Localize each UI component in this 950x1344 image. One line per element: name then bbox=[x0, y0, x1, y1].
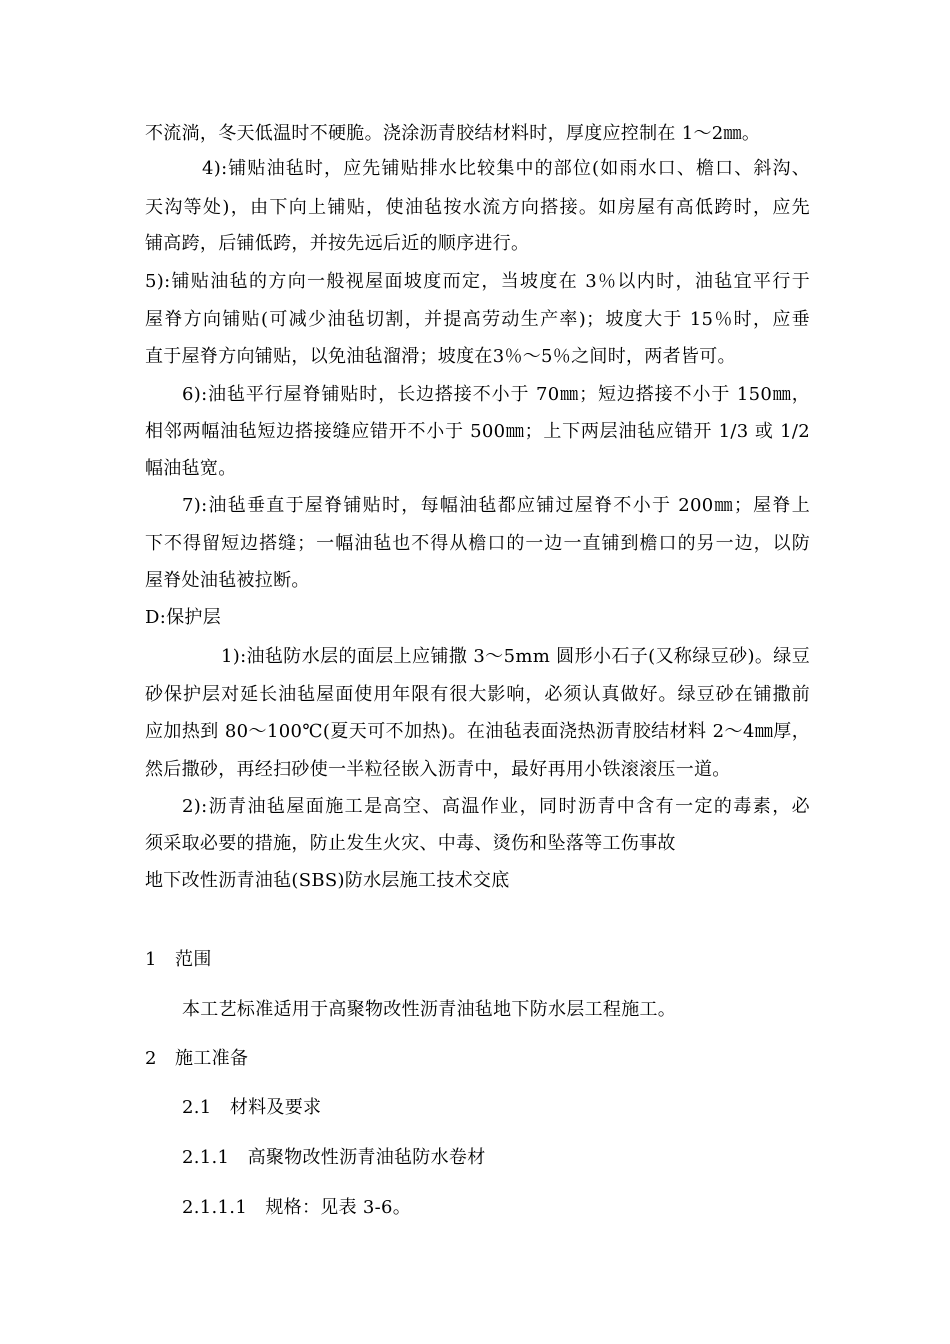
subsection-heading: 2.1.1.1 规格：见表 3-6。 bbox=[182, 1197, 412, 1218]
text-line: 下不得留短边搭缝；一幅油毡也不得从檐口的一边一直铺到檐口的另一边，以防 bbox=[145, 533, 810, 554]
text-line: 本工艺标准适用于高聚物改性沥青油毡地下防水层工程施工。 bbox=[182, 999, 677, 1020]
text-line: 然后撒砂，再经扫砂使一半粒径嵌入沥青中，最好再用小铁滚滚压一道。 bbox=[145, 759, 731, 780]
text-line: 7):油毡垂直于屋脊铺贴时，每幅油毡都应铺过屋脊不小于 200㎜；屋脊上 bbox=[182, 495, 810, 516]
text-line: 不流淌，冬天低温时不硬脆。浇涂沥青胶结材料时，厚度应控制在 1～2㎜。 bbox=[145, 123, 761, 144]
text-line: 须采取必要的措施，防止发生火灾、中毒、烫伤和坠落等工伤事故 bbox=[145, 833, 676, 854]
text-line: 5):铺贴油毡的方向一般视屋面坡度而定，当坡度在 3％以内时，油毡宜平行于 bbox=[145, 271, 810, 292]
text-line: 铺高跨，后铺低跨，并按先远后近的顺序进行。 bbox=[145, 233, 530, 254]
subsection-heading: 2.1.1 高聚物改性沥青油毡防水卷材 bbox=[182, 1147, 486, 1168]
subsection-heading: 2.1 材料及要求 bbox=[182, 1097, 322, 1118]
text-line: 相邻两幅油毡短边搭接缝应错开不小于 500㎜；上下两层油毡应错开 1/3 或 1/2 bbox=[145, 421, 810, 442]
section-heading: 1 范围 bbox=[145, 949, 212, 970]
document-title: 地下改性沥青油毡(SBS)防水层施工技术交底 bbox=[145, 870, 510, 891]
section-heading: 2 施工准备 bbox=[145, 1048, 249, 1069]
text-line: 幅油毡宽。 bbox=[145, 458, 237, 479]
text-line: 天沟等处)，由下向上铺贴，使油毡按水流方向搭接。如房屋有高低跨时，应先 bbox=[145, 197, 810, 218]
text-line: 应加热到 80～100℃(夏天可不加热)。在油毡表面浇热沥青胶结材料 2～4㎜厚， bbox=[145, 721, 810, 742]
text-line: 6):油毡平行屋脊铺贴时，长边搭接不小于 70㎜；短边搭接不小于 150㎜， bbox=[182, 384, 810, 405]
text-line: 砂保护层对延长油毡屋面使用年限有很大影响，必须认真做好。绿豆砂在铺撒前 bbox=[145, 684, 810, 705]
section-heading: D:保护层 bbox=[145, 607, 221, 628]
text-line: 屋脊处油毡被拉断。 bbox=[145, 570, 310, 591]
text-line: 屋脊方向铺贴(可减少油毡切割，并提高劳动生产率)；坡度大于 15％时，应垂 bbox=[145, 309, 810, 330]
text-line: 4):铺贴油毡时，应先铺贴排水比较集中的部位(如雨水口、檐口、斜沟、 bbox=[202, 158, 810, 179]
text-line: 2):沥青油毡屋面施工是高空、高温作业，同时沥青中含有一定的毒素，必 bbox=[182, 796, 810, 817]
text-line: 1):油毡防水层的面层上应铺撒 3～5mm 圆形小石子(又称绿豆砂)。绿豆 bbox=[221, 646, 810, 667]
text-line: 直于屋脊方向铺贴，以免油毡溜滑；坡度在3％～5％之间时，两者皆可。 bbox=[145, 346, 736, 367]
